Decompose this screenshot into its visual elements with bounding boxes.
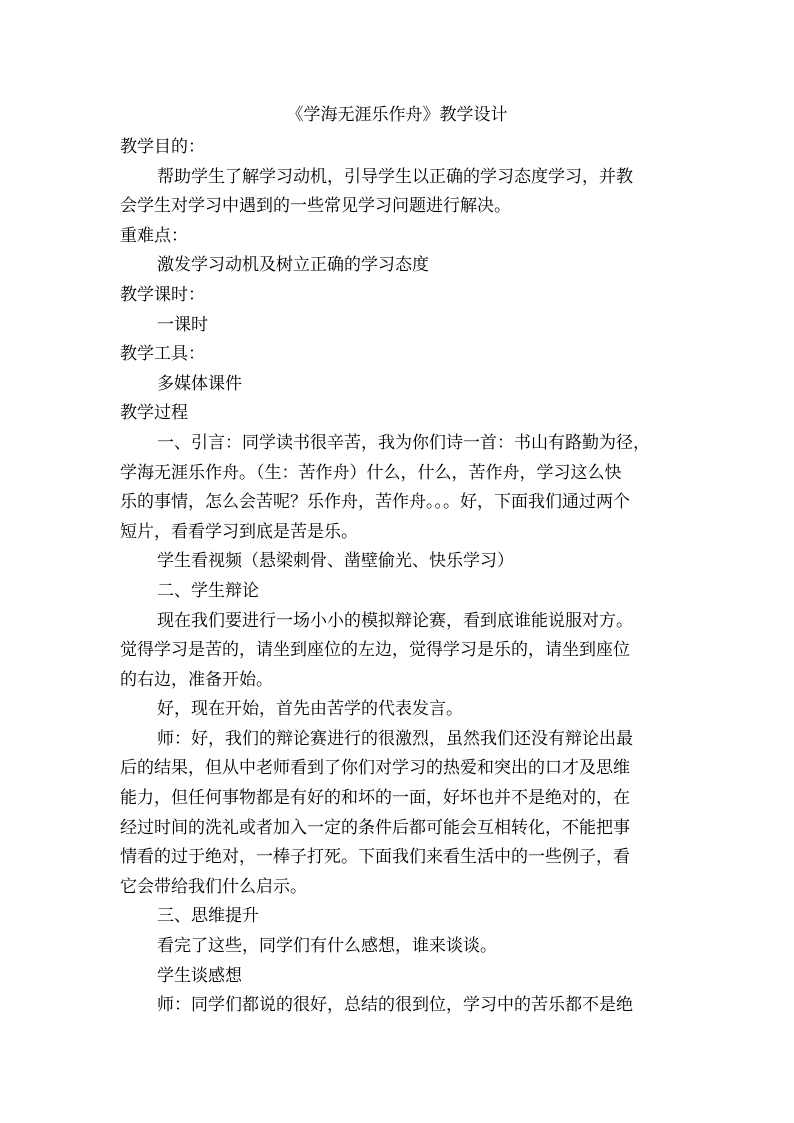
text-line: 经过时间的洗礼或者加入一定的条件后都可能会互相转化，不能把事 [120,817,630,838]
text-line: 好，现在开始，首先由苦学的代表发言。 [157,699,463,720]
text-line: 一课时 [157,314,208,335]
text-line: 学生看视频（悬梁刺骨、凿壁偷光、快乐学习） [157,551,514,572]
text-line: 后的结果，但从中老师看到了你们对学习的热爱和突出的口才及思维 [120,758,630,779]
text-line: 教学过程 [120,403,188,424]
text-line: 乐的事情，怎么会苦呢？乐作舟，苦作舟。。。好，下面我们通过两个 [120,492,630,513]
text-line: 激发学习动机及树立正确的学习态度 [157,255,429,276]
text-line: 一、引言：同学读书很辛苦，我为你们诗一首：书山有路勤为径， [157,432,650,453]
text-line: 的右边，准备开始。 [120,669,273,690]
text-line: 二、学生辩论 [157,580,259,601]
text-line: 短片，看看学习到底是苦是乐。 [120,521,358,542]
text-line: 师：同学们都说的很好，总结的很到位，学习中的苦乐都不是绝 [157,995,633,1016]
text-line: 觉得学习是苦的，请坐到座位的左边，觉得学习是乐的，请坐到座位 [120,640,630,661]
text-line: 教学工具： [120,344,205,365]
document-title: 《学海无涯乐作舟》教学设计 [286,105,508,125]
text-line: 学海无涯乐作舟。（生：苦作舟）什么，什么，苦作舟，学习这么快 [120,462,622,483]
text-line: 现在我们要进行一场小小的模拟辩论赛，看到底谁能说服对方。 [157,610,633,631]
text-line: 情看的过于绝对，一棒子打死。下面我们来看生活中的一些例子，看 [120,847,630,868]
text-line: 教学目的： [120,137,205,157]
text-line: 教学课时： [120,284,205,305]
document-body [120,133,680,1021]
text-line: 它会带给我们什么启示。 [120,876,307,897]
text-line: 多媒体课件 [157,373,242,394]
text-line: 学生谈感想 [157,965,242,986]
text-line: 看完了这些，同学们有什么感想，谁来谈谈。 [157,936,497,957]
text-line: 师：好，我们的辩论赛进行的很激烈，虽然我们还没有辩论出最 [157,728,633,749]
text-line: 帮助学生了解学习动机，引导学生以正确的学习态度学习，并教 [157,166,633,187]
text-line: 能力，但任何事物都是有好的和坏的一面，好坏也并不是绝对的，在 [120,788,630,809]
text-line: 三、思维提升 [157,906,259,927]
text-line: 重难点： [120,225,188,246]
text-line: 会学生对学习中遇到的一些常见学习问题进行解决。 [120,196,511,217]
